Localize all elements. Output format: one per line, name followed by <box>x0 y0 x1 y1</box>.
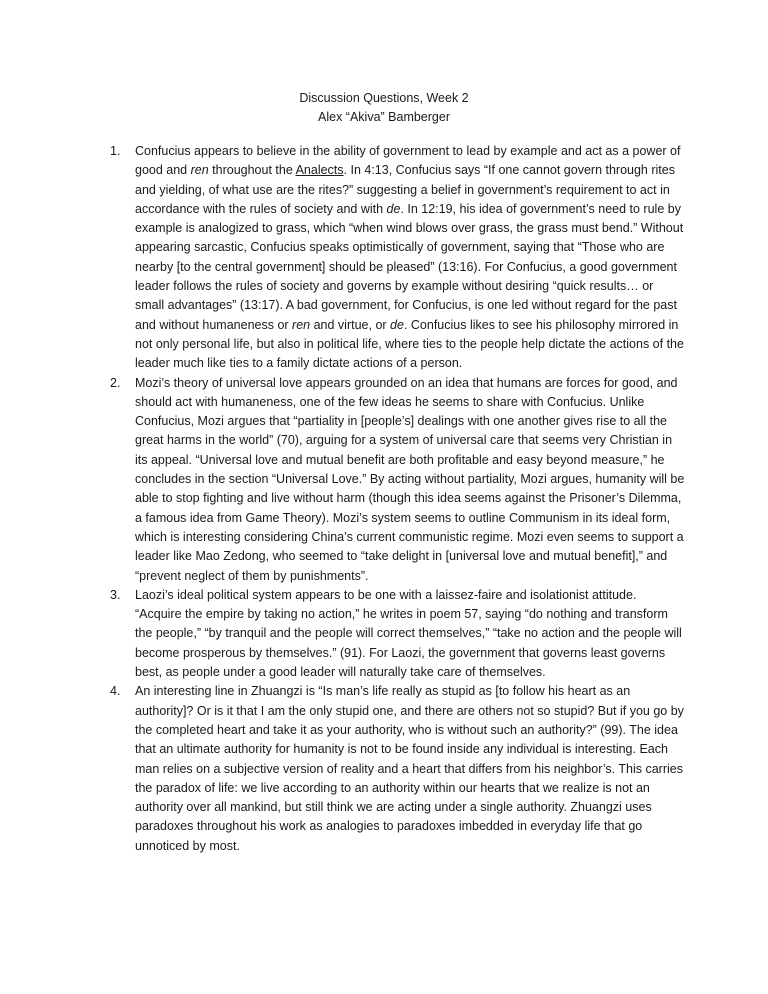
document-title: Discussion Questions, Week 2 <box>299 91 469 105</box>
list-item <box>110 682 685 856</box>
item-number: 3. <box>110 587 121 602</box>
item-number: 2. <box>110 375 121 390</box>
text-segment: . In 4:13, Confucius says “If one cannot govern through rites and yielding, of what use are the rites?” suggesting a belief in government’s requirement to act in accordance with the rules of society and with <box>135 163 675 216</box>
italic-term: de <box>386 201 401 216</box>
item-number: 4. <box>110 684 121 699</box>
underlined-title: Analects <box>295 163 344 178</box>
list-item <box>110 586 685 682</box>
text-segment: . Confucius likes to see his philosophy mirrored in not only personal life, but also in political life, where ties to the people help dictate the actions of the leader much like ties to a family dictate actions of a person. <box>135 317 684 371</box>
text-segment: and virtue, or <box>310 317 391 332</box>
italic-term: de <box>390 317 404 332</box>
text-segment: throughout the <box>208 163 296 178</box>
list-item <box>110 142 685 374</box>
italic-term: ren <box>292 317 311 332</box>
item-text <box>135 144 684 370</box>
question-list <box>110 142 685 856</box>
document-author: Alex “Akiva” Bamberger <box>318 110 450 124</box>
document-header <box>0 89 768 127</box>
italic-term: ren <box>190 163 209 178</box>
item-number: 1. <box>110 144 121 158</box>
text-segment: . In 12:19, his idea of government’s need to rule by example is analogized to grass, which “when wind blows over grass, the grass must bend.” Without appearing sarcastic, Confucius speaks optimistically of government, saying that “Those who are nearby [to the central government] should be pleased” (13:16). For Confucius, a good government leader follows the rules of society and governs by example without desiring “quick results… or small advantages” (13:17). A bad government, for Confucius, is one led without regard for the past and without humaneness or <box>135 201 684 332</box>
item-text: Mozi’s theory of universal love appears grounded on an idea that humans are forces for good, and should act with humaneness, one of the few ideas he seems to share with Confucius. Unlike Confucius, Mozi argues that “partiality in [people’s] dealings with one another gives rise to all the great harms in the world” (70), arguing for a system of universal care that seems very Christian in its appeal. “Universal love and mutual benefit are both profitable and easy beyond measure,” he concludes in the section “Universal Love.” By acting without partiality, Mozi argues, humanity will be able to stop fighting and live without harm (though this idea seems against the Prisoner’s Dilemma, a famous idea from Game Theory). Mozi’s system seems to outline Communism in its ideal form, which is interesting considering China’s current communistic regime. Mozi even seems to support a leader like Mao Zedong, who seemed to “take delight in [universal love and mutual benefit],” and “prevent neglect of them by punishments”. <box>135 375 685 583</box>
item-text: An interesting line in Zhuangzi is “Is man’s life really as stupid as [to follow his heart as an authority]? Or is it that I am the only stupid one, and there are others not so stupid? But if you go by the completed heart and take it as your authority, who is without such an authority?” (99). The idea that an ultimate authority for humanity is not to be found inside any individual is interesting. Each man relies on a subjective version of reality and a heart that differs from his neighbor’s. This carries the paradox of life: we live according to an authority within our hearts that we realize is not an authority over all mankind, but still think we are acting under a single authority. Zhuangzi uses paradoxes throughout his work as analogies to paradoxes imbedded in everyday life that go unnoticed by most. <box>135 684 684 853</box>
list-item <box>110 374 685 586</box>
item-text: Laozi’s ideal political system appears to be one with a laissez-faire and isolationist attitude. “Acquire the empire by taking no action,” he writes in poem 57, saying “do nothing and transform the people,” “by tranquil and the people will correct themselves,” “take no action and the people will become prosperous by themselves.” (91). For Laozi, the government that governs least governs best, as people under a good leader will naturally take care of themselves. <box>135 587 682 680</box>
text-segment: Confucius appears to believe in the ability of government to lead by example and act as a power of good and <box>135 144 681 178</box>
